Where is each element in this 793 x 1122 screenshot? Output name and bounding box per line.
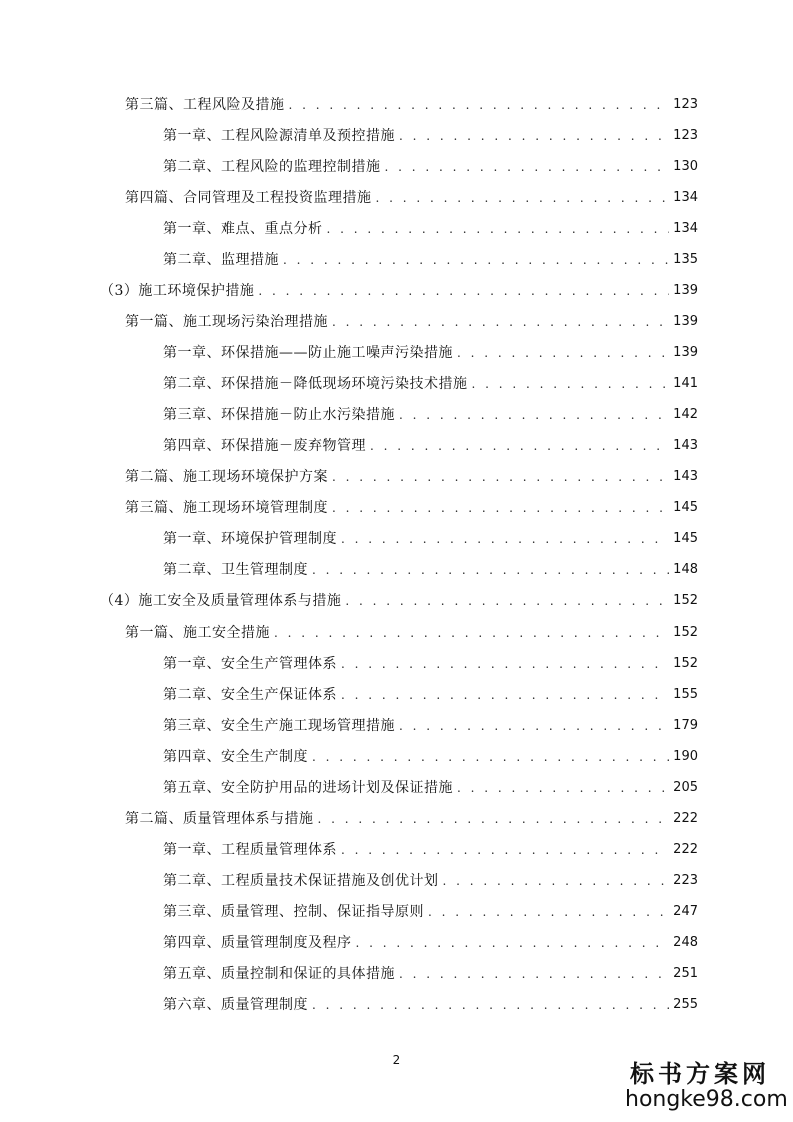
toc-entry-page: 251 [673, 966, 698, 981]
watermark-url: hongke98.com [625, 1087, 788, 1112]
dot-leader [385, 155, 670, 179]
dot-leader [312, 993, 669, 1017]
toc-entry-title: 第一篇、施工安全措施 [125, 625, 270, 641]
toc-entry[interactable] [100, 589, 698, 613]
dot-leader [370, 434, 669, 458]
toc-entry-page: 190 [673, 749, 698, 764]
dot-leader [341, 683, 669, 707]
dot-leader [289, 93, 670, 117]
dot-leader [399, 962, 669, 986]
toc-entry-page: 205 [673, 780, 698, 795]
dot-leader [457, 341, 669, 365]
toc-entry-page: 152 [673, 593, 698, 608]
toc-entry[interactable] [163, 155, 698, 179]
dot-leader [443, 869, 670, 893]
toc-entry[interactable] [163, 217, 698, 241]
toc-entry-page: 139 [673, 314, 698, 329]
toc-entry[interactable] [125, 465, 698, 489]
toc-entry-title: 第二章、卫生管理制度 [163, 562, 308, 578]
toc-entry-title: （4）施工安全及质量管理体系与措施 [100, 593, 342, 609]
dot-leader [332, 310, 669, 334]
toc-entry-title: 第一章、环境保护管理制度 [163, 531, 337, 547]
toc-entry[interactable] [163, 745, 698, 769]
toc-entry-page: 134 [673, 221, 698, 236]
toc-entry[interactable] [100, 279, 698, 303]
toc-entry-title: 第二篇、质量管理体系与措施 [125, 811, 314, 827]
toc-entry-title: 第三章、安全生产施工现场管理措施 [163, 718, 395, 734]
dot-leader [399, 403, 669, 427]
toc-entry[interactable] [163, 124, 698, 148]
dot-leader [341, 527, 669, 551]
toc-entry-title: （3）施工环境保护措施 [100, 283, 255, 299]
dot-leader [399, 714, 669, 738]
toc-entry-title: 第四篇、合同管理及工程投资监理措施 [125, 190, 372, 206]
toc-entry[interactable] [125, 310, 698, 334]
toc-entry[interactable] [163, 527, 698, 551]
dot-leader [345, 589, 669, 613]
dot-leader [312, 745, 669, 769]
toc-entry-page: 134 [673, 190, 698, 205]
dot-leader [332, 465, 669, 489]
toc-entry-page: 135 [673, 252, 698, 267]
toc-entry-page: 143 [673, 438, 698, 453]
toc-entry-title: 第一章、安全生产管理体系 [163, 656, 337, 672]
toc-entry[interactable] [163, 558, 698, 582]
toc-entry-page: 130 [673, 159, 698, 174]
toc-entry-page: 145 [673, 531, 698, 546]
toc-entry-title: 第六章、质量管理制度 [163, 997, 308, 1013]
toc-entry-page: 148 [673, 562, 698, 577]
toc-entry-page: 139 [673, 345, 698, 360]
toc-entry-page: 255 [673, 997, 698, 1012]
toc-entry[interactable] [163, 869, 698, 893]
toc-entry-page: 222 [673, 842, 698, 857]
dot-leader [274, 621, 669, 645]
toc-entry-page: 152 [673, 625, 698, 640]
toc-entry[interactable] [125, 496, 698, 520]
dot-leader [341, 838, 669, 862]
toc-entry[interactable] [163, 714, 698, 738]
watermark-text: 标书方案网 [630, 1059, 770, 1088]
toc-entry-title: 第二篇、施工现场环境保护方案 [125, 469, 328, 485]
toc-entry-title: 第四章、安全生产制度 [163, 749, 308, 765]
toc-entry[interactable] [163, 683, 698, 707]
toc-entry-title: 第二章、环保措施－降低现场环境污染技术措施 [163, 376, 468, 392]
toc-entry-page: 141 [673, 376, 698, 391]
toc-entry-page: 145 [673, 500, 698, 515]
toc-entry-title: 第三章、环保措施－防止水污染措施 [163, 407, 395, 423]
page-number: 2 [392, 1053, 401, 1067]
toc-entry-page: 143 [673, 469, 698, 484]
toc-entry[interactable] [163, 838, 698, 862]
toc-entry[interactable] [125, 621, 698, 645]
dot-leader [457, 776, 669, 800]
toc-entry-title: 第三篇、工程风险及措施 [125, 97, 285, 113]
dot-leader [312, 558, 669, 582]
toc-entry-page: 223 [673, 873, 698, 888]
toc-entry-page: 152 [673, 656, 698, 671]
dot-leader [356, 931, 670, 955]
toc-entry[interactable] [163, 341, 698, 365]
toc-entry-title: 第二章、安全生产保证体系 [163, 687, 337, 703]
toc-entry-page: 179 [673, 718, 698, 733]
toc-entry[interactable] [163, 931, 698, 955]
toc-entry[interactable] [163, 993, 698, 1017]
toc-entry[interactable] [125, 807, 698, 831]
toc-entry-title: 第二章、工程风险的监理控制措施 [163, 159, 381, 175]
toc-entry[interactable] [125, 93, 698, 117]
toc-entry-title: 第二章、工程质量技术保证措施及创优计划 [163, 873, 439, 889]
dot-leader [399, 124, 669, 148]
toc-entry-page: 142 [673, 407, 698, 422]
toc-entry[interactable] [163, 372, 698, 396]
toc-entry-title: 第四章、质量管理制度及程序 [163, 935, 352, 951]
toc-entry-page: 248 [673, 935, 698, 950]
dot-leader [472, 372, 670, 396]
toc-entry-page: 155 [673, 687, 698, 702]
dot-leader [376, 186, 670, 210]
toc-entry-title: 第一章、难点、重点分析 [163, 221, 323, 237]
dot-leader [318, 807, 670, 831]
toc-entry-page: 139 [673, 283, 698, 298]
toc-entry-title: 第三篇、施工现场环境管理制度 [125, 500, 328, 516]
toc-entry-page: 123 [673, 97, 698, 112]
dot-leader [341, 652, 669, 676]
toc-entry-title: 第五章、安全防护用品的进场计划及保证措施 [163, 780, 453, 796]
toc-entry-title: 第一章、环保措施——防止施工噪声污染措施 [163, 345, 453, 361]
toc-entry-title: 第四章、环保措施－废弃物管理 [163, 438, 366, 454]
toc-entry-page: 123 [673, 128, 698, 143]
toc-entry-page: 247 [673, 904, 698, 919]
toc-entry[interactable] [163, 776, 698, 800]
toc-entry-title: 第五章、质量控制和保证的具体措施 [163, 966, 395, 982]
toc-entry-title: 第一篇、施工现场污染治理措施 [125, 314, 328, 330]
dot-leader [332, 496, 669, 520]
toc-entry-title: 第二章、监理措施 [163, 252, 279, 268]
dot-leader [258, 279, 669, 303]
toc-entry-page: 222 [673, 811, 698, 826]
toc-entry[interactable] [163, 900, 698, 924]
toc-entry[interactable] [163, 962, 698, 986]
toc-entry[interactable] [125, 186, 698, 210]
toc-entry-title: 第三章、质量管理、控制、保证指导原则 [163, 904, 424, 920]
toc-entry-title: 第一章、工程风险源清单及预控措施 [163, 128, 395, 144]
toc-entry-title: 第一章、工程质量管理体系 [163, 842, 337, 858]
dot-leader [428, 900, 669, 924]
dot-leader [283, 248, 669, 272]
toc-entry[interactable] [163, 403, 698, 427]
dot-leader [327, 217, 670, 241]
toc-entry[interactable] [163, 248, 698, 272]
toc-entry[interactable] [163, 434, 698, 458]
watermark-logo [625, 1054, 788, 1112]
toc-entry[interactable] [163, 652, 698, 676]
